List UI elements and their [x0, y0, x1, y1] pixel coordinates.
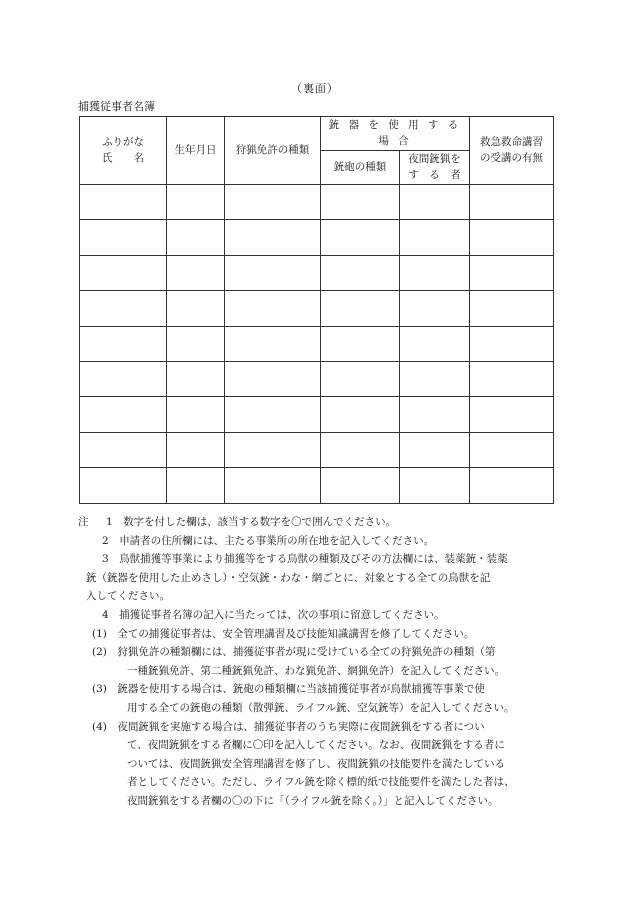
sub-note-4-cont-d: 者としてください。ただし、ライフル銃を除く標的紙で技能要件を満たした者は、: [127, 776, 515, 789]
roster-cell[interactable]: [400, 432, 470, 467]
roster-table: [79, 116, 554, 504]
sub-note-4-cont-b: て、夜間銃猟をする者欄に〇印を記入してください。なお、夜間銃猟をする者に: [127, 739, 505, 752]
notes-head: 注: [78, 516, 89, 528]
header-birthdate: 生年月日: [167, 117, 225, 185]
sub-note-4-text-a: 夜間銃猟を実施する場合は、捕獲従事者のうち実際に夜間銃猟をする者につい: [117, 720, 485, 733]
roster-cell[interactable]: [80, 255, 167, 290]
roster-cell[interactable]: [167, 255, 225, 290]
roster-cell[interactable]: [400, 397, 470, 432]
roster-cell[interactable]: [80, 220, 167, 255]
roster-cell[interactable]: [80, 291, 167, 326]
roster-row: [80, 361, 554, 396]
roster-cell[interactable]: [470, 326, 554, 361]
sub-note-3-cont: 用する全ての銃砲の種類（散弾銃、ライフル銃、空気銃等）を記入してください。: [127, 701, 515, 714]
note-3-cont-c: 入してください。: [86, 590, 170, 603]
roster-row: [80, 291, 554, 326]
header-furigana: ふりがな: [102, 136, 144, 149]
header-first-aid: [470, 117, 554, 185]
roster-cell[interactable]: [225, 185, 321, 220]
roster-cell[interactable]: [400, 185, 470, 220]
roster-cell[interactable]: [321, 326, 400, 361]
roster-cell[interactable]: [400, 291, 470, 326]
note-4-number: 4: [102, 608, 109, 621]
roster-cell[interactable]: [167, 291, 225, 326]
note-3-cont-b: 銃（銃器を使用した止めさし）・空気銃・わな・網ごとに、対象とする全ての鳥獣を記: [86, 571, 491, 584]
roster-cell[interactable]: [225, 432, 321, 467]
roster-cell[interactable]: [400, 361, 470, 396]
roster-cell[interactable]: [321, 468, 400, 503]
roster-body: [80, 185, 554, 504]
header-first-aid-line1: 救急救命講習: [480, 136, 544, 149]
page-side-label: （裏面）: [291, 82, 339, 95]
roster-cell[interactable]: [400, 468, 470, 503]
roster-cell[interactable]: [321, 361, 400, 396]
roster-row: [80, 432, 554, 467]
roster-cell[interactable]: [321, 432, 400, 467]
note-4: [78, 606, 558, 625]
roster-cell[interactable]: [167, 326, 225, 361]
header-first-aid-line2: の受講の有無: [480, 151, 544, 164]
sub-note-3: [78, 680, 558, 699]
roster-cell[interactable]: [80, 185, 167, 220]
note-2: [78, 532, 558, 551]
note-3-number: 3: [102, 553, 109, 566]
sub-note-2: [78, 643, 558, 662]
sub-note-4-cont-c: ついては、夜間銃猟安全管理講習を修了し、夜間銃猟の技能要件を満たしている: [127, 757, 505, 770]
header-name: 氏 名: [102, 151, 144, 164]
roster-cell[interactable]: [321, 255, 400, 290]
roster-row: [80, 326, 554, 361]
sub-note-2-text-a: 狩猟免許の種類欄には、捕獲従事者が現に受けている全ての狩猟免許の種類（第: [117, 646, 496, 659]
roster-cell[interactable]: [470, 432, 554, 467]
roster-cell[interactable]: [321, 220, 400, 255]
sub-note-1-text: 全ての捕獲従事者は、安全管理講習及び技能知識講習を修了してください。: [117, 627, 475, 640]
sub-note-3-text-a: 銃器を使用する場合は、銃砲の種類欄に当該捕獲従事者が鳥獣捕獲等事業で使: [117, 683, 485, 696]
roster-cell[interactable]: [167, 397, 225, 432]
roster-cell[interactable]: [80, 468, 167, 503]
header-furigana-name: [80, 117, 167, 185]
roster-cell[interactable]: [225, 220, 321, 255]
header-night-hunter-line1: 夜間銃猟を: [408, 153, 461, 166]
note-4-text: 捕獲従事者名簿の記入に当たっては、次の事項に留意してください。: [119, 608, 445, 621]
note-2-text: 申請者の住所欄には、主たる事業所の所在地を記入してください。: [119, 534, 435, 547]
roster-cell[interactable]: [470, 255, 554, 290]
roster-row: [80, 220, 554, 255]
roster-cell[interactable]: [470, 361, 554, 396]
roster-cell[interactable]: [470, 468, 554, 503]
roster-cell[interactable]: [470, 291, 554, 326]
roster-title: 捕獲従事者名簿: [78, 100, 155, 113]
roster-cell[interactable]: [225, 255, 321, 290]
note-3: [78, 550, 558, 569]
roster-cell[interactable]: [80, 361, 167, 396]
roster-cell[interactable]: [400, 326, 470, 361]
sub-note-3-number: (3): [92, 683, 107, 696]
header-license-type: 狩猟免許の種類: [225, 117, 321, 185]
roster-cell[interactable]: [321, 397, 400, 432]
roster-cell[interactable]: [225, 468, 321, 503]
sub-note-2-cont: 一種銃猟免許、第二種銃猟免許、わな猟免許、網猟免許）を記入してください。: [127, 664, 505, 677]
roster-row: [80, 185, 554, 220]
roster-cell[interactable]: [167, 220, 225, 255]
roster-row: [80, 397, 554, 432]
roster-cell[interactable]: [80, 326, 167, 361]
sub-note-1: [78, 625, 558, 644]
roster-cell[interactable]: [400, 255, 470, 290]
roster-row: [80, 468, 554, 503]
roster-cell[interactable]: [400, 220, 470, 255]
roster-cell[interactable]: [80, 432, 167, 467]
note-1: [78, 513, 558, 532]
sub-note-4-cont-e: 夜間銃猟をする者欄の〇の下に「（ライフル銃を除く。）」と記入してください。: [127, 794, 499, 807]
header-gun-type: 銃砲の種類: [321, 151, 400, 185]
header-gun-use-group: 銃 器 を 使 用 す る 場 合: [321, 117, 470, 151]
roster-cell[interactable]: [225, 291, 321, 326]
roster-cell[interactable]: [225, 361, 321, 396]
roster-cell[interactable]: [167, 432, 225, 467]
note-2-number: 2: [102, 534, 109, 547]
roster-cell[interactable]: [167, 185, 225, 220]
header-night-hunter-line2: す る 者: [408, 168, 461, 181]
roster-cell[interactable]: [470, 397, 554, 432]
sub-note-2-number: (2): [92, 646, 107, 659]
roster-cell[interactable]: [321, 291, 400, 326]
roster-cell[interactable]: [225, 326, 321, 361]
roster-cell[interactable]: [167, 361, 225, 396]
roster-cell[interactable]: [470, 185, 554, 220]
roster-cell[interactable]: [167, 468, 225, 503]
notes-section: [78, 513, 558, 811]
roster-cell[interactable]: [470, 220, 554, 255]
header-night-hunter: [400, 151, 470, 185]
roster-cell[interactable]: [321, 185, 400, 220]
roster-cell[interactable]: [80, 397, 167, 432]
note-1-number: 1: [106, 516, 113, 528]
roster-row: [80, 255, 554, 290]
sub-note-4-number: (4): [92, 720, 107, 733]
sub-note-4: [78, 718, 558, 737]
sub-note-1-number: (1): [92, 627, 107, 640]
note-3-text-a: 鳥獣捕獲等事業により捕獲等をする鳥獣の種類及びその方法欄には、装薬銃・装薬: [119, 553, 508, 566]
note-1-text: 数字を付した欄は、該当する数字を〇で囲んでください。: [123, 516, 397, 528]
roster-cell[interactable]: [225, 397, 321, 432]
